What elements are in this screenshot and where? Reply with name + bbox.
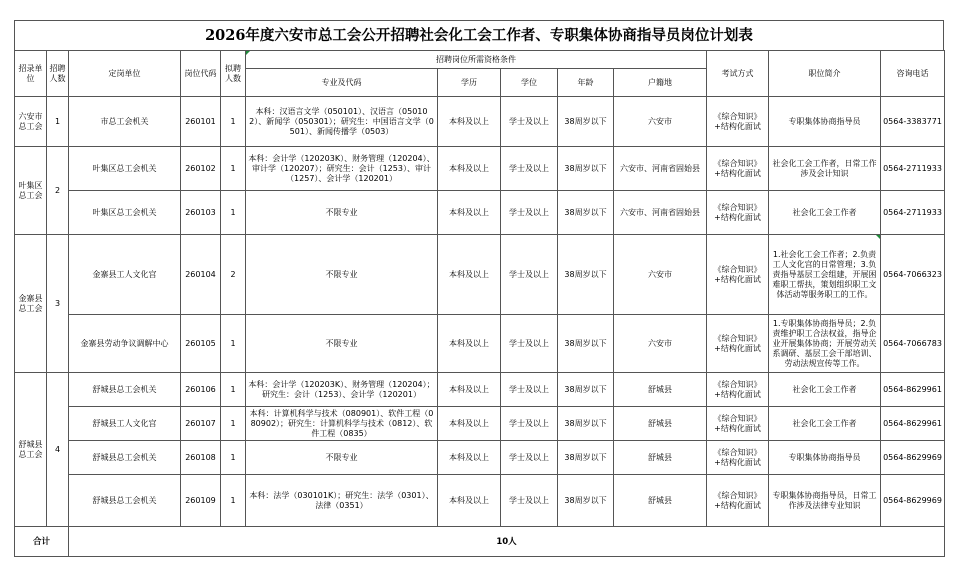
phone-cell: 0564-8629961 [881, 407, 945, 441]
phone-cell: 0564-8629969 [881, 475, 945, 527]
edu-cell: 本科及以上 [438, 97, 501, 147]
table-row [15, 147, 945, 191]
header-residence: 户籍地 [614, 69, 707, 97]
major-cell: 不限专业 [246, 315, 438, 373]
edu-cell: 本科及以上 [438, 147, 501, 191]
recruit-unit-cell: 叶集区总工会 [15, 147, 47, 235]
residence-cell: 六安市、河南省固始县 [614, 147, 707, 191]
age-cell: 38周岁以下 [558, 475, 614, 527]
table-row [15, 191, 945, 235]
exam-cell: 《综合知识》+结构化面试 [707, 235, 769, 315]
duty-cell [769, 235, 881, 315]
edu-cell: 本科及以上 [438, 407, 501, 441]
duty-cell: 专职集体协商指导员，日常工作涉及法律专业知识 [769, 475, 881, 527]
degree-cell: 学士及以上 [501, 235, 558, 315]
recruit-count-cell: 4 [47, 373, 69, 527]
edu-cell: 本科及以上 [438, 441, 501, 475]
degree-cell: 学士及以上 [501, 97, 558, 147]
total-label: 合计 [15, 527, 69, 557]
table-row [15, 475, 945, 527]
phone-cell: 0564-8629969 [881, 441, 945, 475]
header-recruit-count: 招聘人数 [47, 51, 69, 97]
table-row [15, 373, 945, 407]
dept-cell: 舒城县总工会机关 [69, 475, 181, 527]
duty-cell: 社会化工会工作者 [769, 407, 881, 441]
residence-cell: 舒城县 [614, 475, 707, 527]
phone-cell: 0564-3383771 [881, 97, 945, 147]
phone-cell: 0564-2711933 [881, 191, 945, 235]
page-title: 2026年度六安市总工会公开招聘社会化工会工作者、专职集体协商指导员岗位计划表 [14, 20, 944, 50]
phone-cell: 0564-8629961 [881, 373, 945, 407]
dept-cell: 舒城县总工会机关 [69, 441, 181, 475]
code-cell: 260105 [181, 315, 221, 373]
cell-marker-icon [246, 51, 250, 55]
exam-cell: 《综合知识》+结构化面试 [707, 315, 769, 373]
age-cell: 38周岁以下 [558, 315, 614, 373]
exam-cell: 《综合知识》+结构化面试 [707, 441, 769, 475]
dept-cell: 金寨县工人文化宫 [69, 235, 181, 315]
major-cell: 不限专业 [246, 235, 438, 315]
code-cell: 260102 [181, 147, 221, 191]
header-phone: 咨询电话 [881, 51, 945, 97]
header-plan-count: 拟聘人数 [221, 51, 246, 97]
code-cell: 260101 [181, 97, 221, 147]
dept-cell: 叶集区总工会机关 [69, 147, 181, 191]
edu-cell: 本科及以上 [438, 315, 501, 373]
plan-cell: 1 [221, 441, 246, 475]
code-cell: 260104 [181, 235, 221, 315]
plan-cell: 2 [221, 235, 246, 315]
dept-cell: 舒城县工人文化宫 [69, 407, 181, 441]
exam-cell: 《综合知识》+结构化面试 [707, 97, 769, 147]
exam-cell: 《综合知识》+结构化面试 [707, 191, 769, 235]
plan-cell: 1 [221, 407, 246, 441]
duty-cell: 社会化工会工作者，日常工作涉及会计知识 [769, 147, 881, 191]
exam-cell: 《综合知识》+结构化面试 [707, 475, 769, 527]
phone-cell: 0564-2711933 [881, 147, 945, 191]
degree-cell: 学士及以上 [501, 315, 558, 373]
phone-cell: 0564-7066323 [881, 235, 945, 315]
duty-cell: 专职集体协商指导员 [769, 441, 881, 475]
age-cell: 38周岁以下 [558, 373, 614, 407]
table-row [15, 235, 945, 315]
total-value: 10人 [69, 527, 945, 557]
age-cell: 38周岁以下 [558, 97, 614, 147]
phone-cell: 0564-7066783 [881, 315, 945, 373]
duty-cell: 1.专职集体协商指导员；2.负责维护职工合法权益，指导企业开展集体协商；开展劳动关系调研、基层工会干部培训、劳动法规宣传等工作。 [769, 315, 881, 373]
table-row [15, 315, 945, 373]
exam-cell: 《综合知识》+结构化面试 [707, 407, 769, 441]
total-row [15, 527, 945, 557]
header-recruit-unit: 招录单位 [15, 51, 47, 97]
degree-cell: 学士及以上 [501, 147, 558, 191]
recruit-count-cell: 1 [47, 97, 69, 147]
header-row-1 [15, 51, 945, 69]
header-conditions-label: 招聘岗位所需资格条件 [436, 54, 516, 64]
header-exam: 考试方式 [707, 51, 769, 97]
recruit-unit-cell: 金寨县总工会 [15, 235, 47, 373]
residence-cell: 六安市 [614, 97, 707, 147]
exam-cell: 《综合知识》+结构化面试 [707, 373, 769, 407]
recruit-count-cell: 3 [47, 235, 69, 373]
table-row [15, 97, 945, 147]
degree-cell: 学士及以上 [501, 441, 558, 475]
duty-cell: 专职集体协商指导员 [769, 97, 881, 147]
major-cell: 不限专业 [246, 191, 438, 235]
edu-cell: 本科及以上 [438, 475, 501, 527]
plan-cell: 1 [221, 475, 246, 527]
header-major: 专业及代码 [246, 69, 438, 97]
degree-cell: 学士及以上 [501, 373, 558, 407]
degree-cell: 学士及以上 [501, 475, 558, 527]
duty-cell: 社会化工会工作者 [769, 373, 881, 407]
plan-cell: 1 [221, 147, 246, 191]
major-cell: 本科：会计学（120203K）、财务管理（120204）、审计学（120207）；研究生：会计（1253）、审计（1257）、会计学（120201） [246, 147, 438, 191]
major-cell: 不限专业 [246, 441, 438, 475]
residence-cell: 舒城县 [614, 373, 707, 407]
edu-cell: 本科及以上 [438, 235, 501, 315]
header-dept: 定岗单位 [69, 51, 181, 97]
plan-cell: 1 [221, 97, 246, 147]
age-cell: 38周岁以下 [558, 235, 614, 315]
cell-marker-icon [876, 235, 880, 239]
residence-cell: 六安市 [614, 315, 707, 373]
code-cell: 260109 [181, 475, 221, 527]
age-cell: 38周岁以下 [558, 407, 614, 441]
recruit-unit-cell: 六安市总工会 [15, 97, 47, 147]
recruitment-plan-table [14, 50, 945, 557]
major-cell: 本科：法学（030101K）；研究生：法学（0301）、法律（0351） [246, 475, 438, 527]
recruit-unit-cell: 舒城县总工会 [15, 373, 47, 527]
recruit-count-cell: 2 [47, 147, 69, 235]
dept-cell: 金寨县劳动争议调解中心 [69, 315, 181, 373]
duty-cell: 社会化工会工作者 [769, 191, 881, 235]
code-cell: 260103 [181, 191, 221, 235]
header-duty: 职位简介 [769, 51, 881, 97]
major-cell: 本科：汉语言文学（050101）、汉语言（050102）、新闻学（050301）；研究生：中国语言文学（0501）、新闻传播学（0503） [246, 97, 438, 147]
dept-cell: 叶集区总工会机关 [69, 191, 181, 235]
exam-cell: 《综合知识》+结构化面试 [707, 147, 769, 191]
code-cell: 260106 [181, 373, 221, 407]
plan-cell: 1 [221, 373, 246, 407]
code-cell: 260107 [181, 407, 221, 441]
degree-cell: 学士及以上 [501, 407, 558, 441]
age-cell: 38周岁以下 [558, 441, 614, 475]
header-age: 年龄 [558, 69, 614, 97]
residence-cell: 六安市 [614, 235, 707, 315]
edu-cell: 本科及以上 [438, 191, 501, 235]
age-cell: 38周岁以下 [558, 191, 614, 235]
table-row [15, 441, 945, 475]
header-education: 学历 [438, 69, 501, 97]
major-cell: 本科：会计学（120203K）、财务管理（120204）；研究生：会计（1253）、会计学（120201） [246, 373, 438, 407]
major-cell: 本科：计算机科学与技术（080901）、软件工程（080902）；研究生：计算机科学与技术（0812）、软件工程（0835） [246, 407, 438, 441]
residence-cell: 六安市、河南省固始县 [614, 191, 707, 235]
dept-cell: 市总工会机关 [69, 97, 181, 147]
residence-cell: 舒城县 [614, 441, 707, 475]
header-conditions [246, 51, 707, 69]
degree-cell: 学士及以上 [501, 191, 558, 235]
duty-text: 1.社会化工会工作者；2.负责工人文化宫的日常管理；3.负责指导基层工会组建，开展困难职工帮扶，策划组织职工文体活动等服务职工的工作。 [772, 249, 877, 299]
plan-cell: 1 [221, 315, 246, 373]
header-degree: 学位 [501, 69, 558, 97]
dept-cell: 舒城县总工会机关 [69, 373, 181, 407]
code-cell: 260108 [181, 441, 221, 475]
age-cell: 38周岁以下 [558, 147, 614, 191]
edu-cell: 本科及以上 [438, 373, 501, 407]
plan-cell: 1 [221, 191, 246, 235]
residence-cell: 舒城县 [614, 407, 707, 441]
header-code: 岗位代码 [181, 51, 221, 97]
table-row [15, 407, 945, 441]
